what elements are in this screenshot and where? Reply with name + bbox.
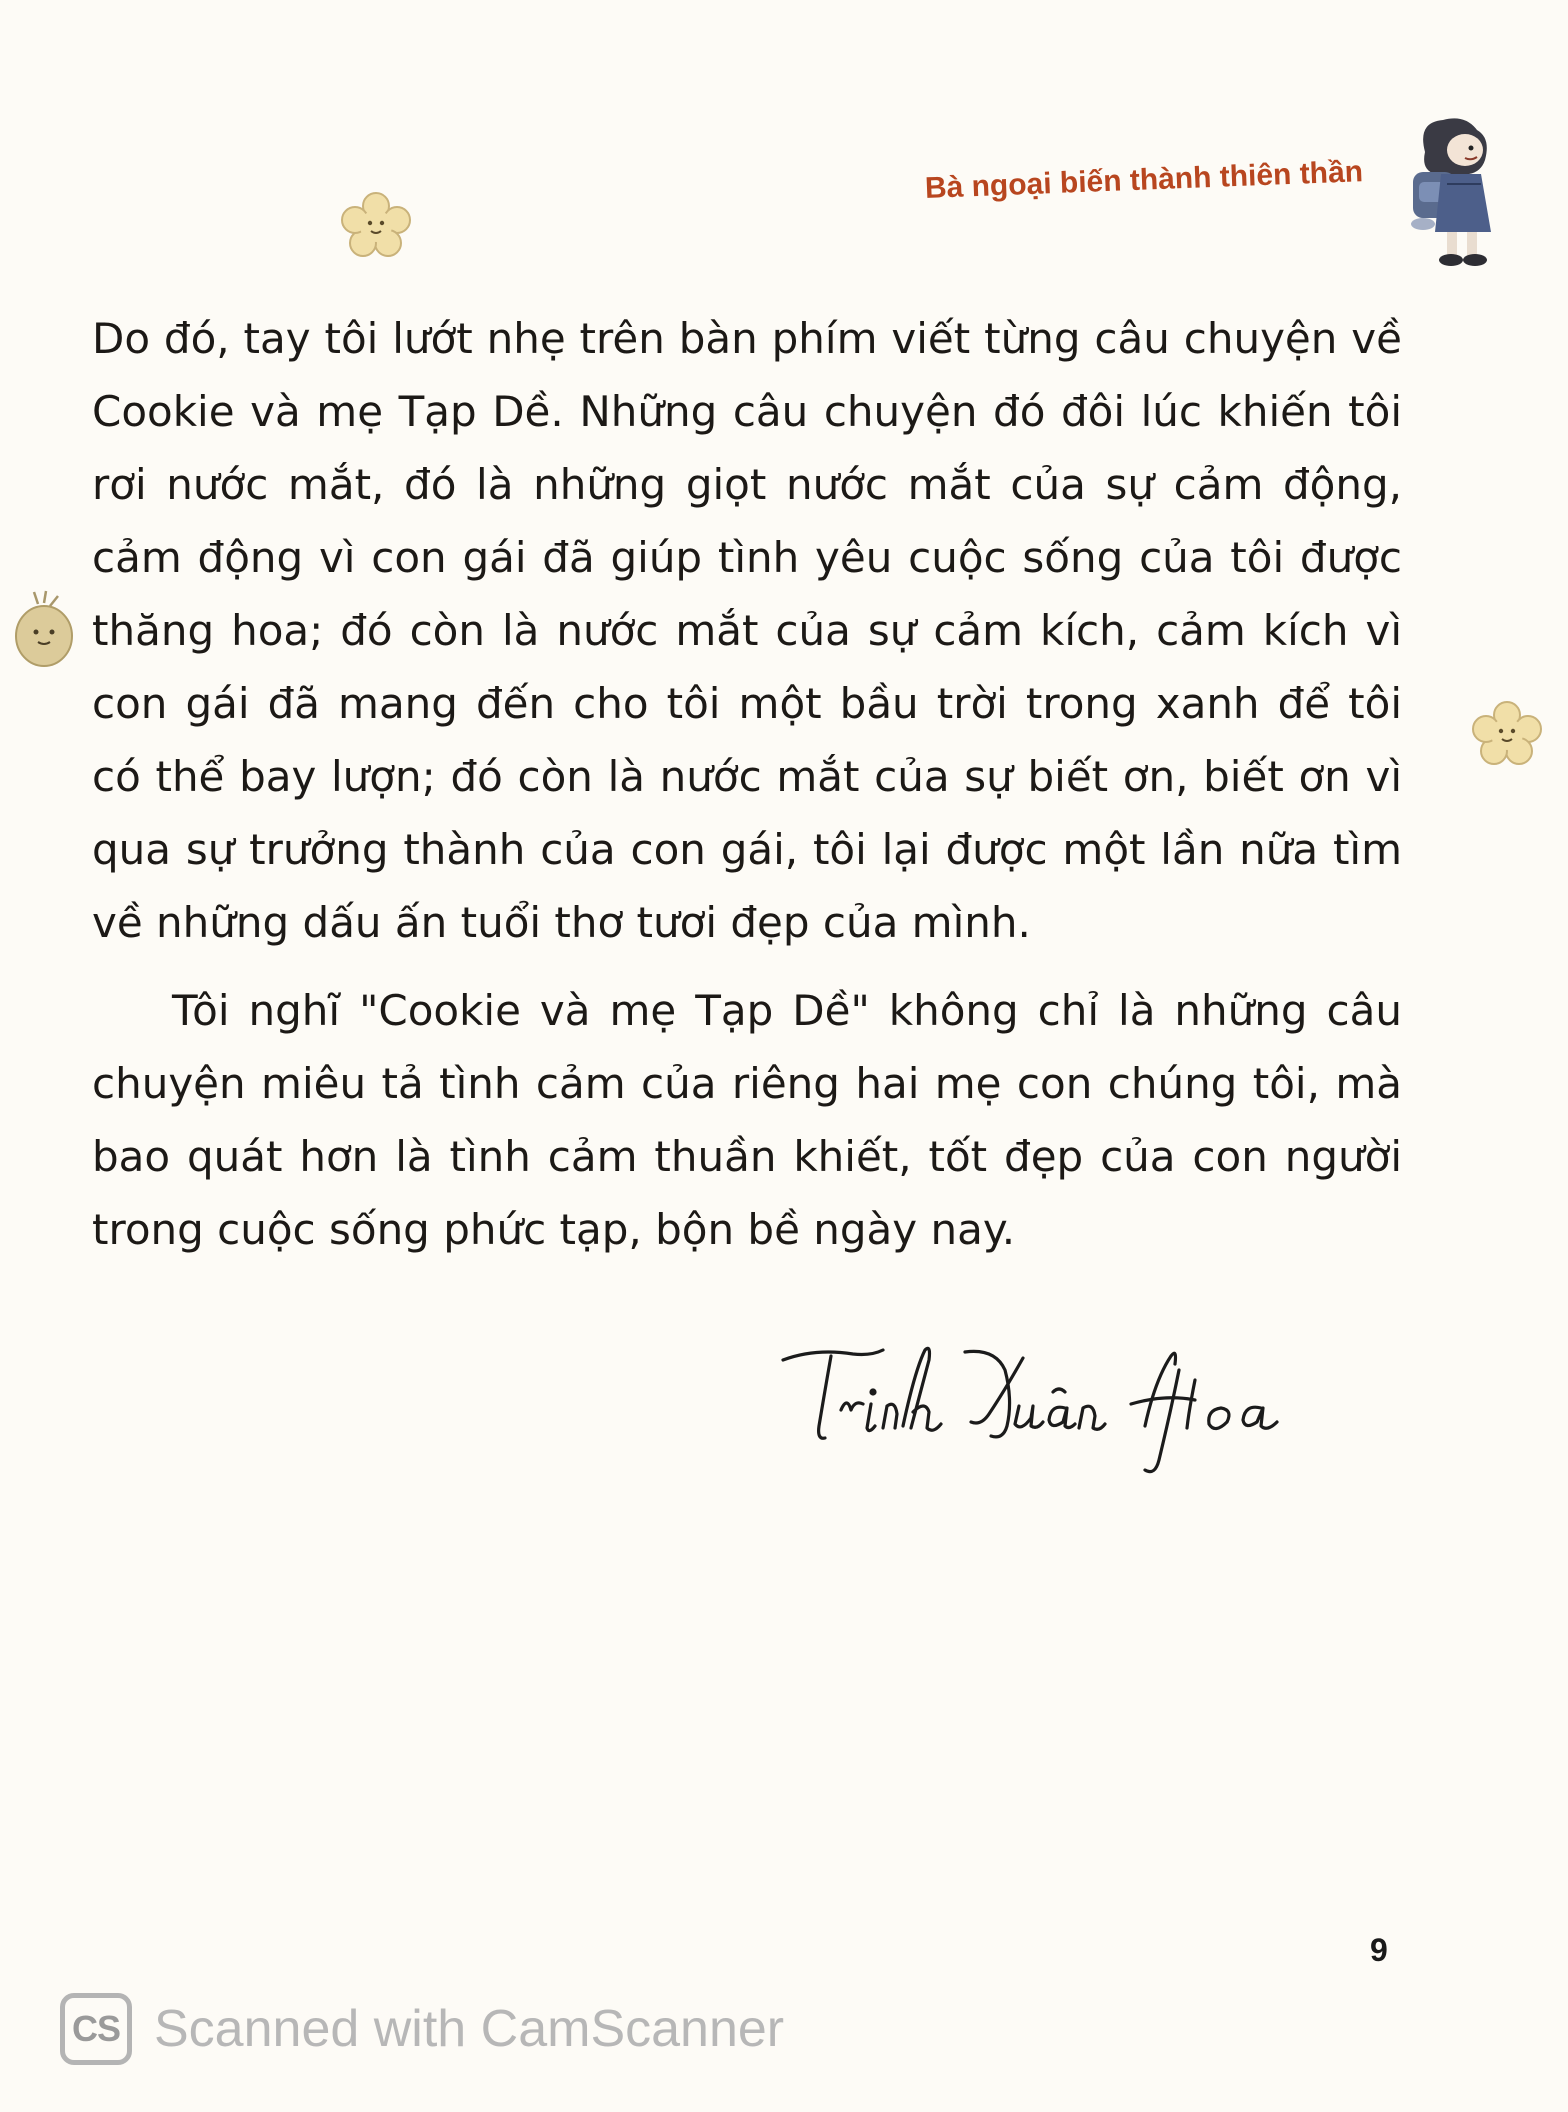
running-header-title: Bà ngoại biến thành thiên thần <box>924 155 1364 205</box>
page-number: 9 <box>1370 1932 1388 1968</box>
camscanner-logo-icon: CS <box>60 1993 132 2065</box>
paragraph: Tôi nghĩ "Cookie và mẹ Tạp Dề" không chỉ là những câu chuyện miêu tả tình cảm của riêng hai mẹ con chúng tôi, mà bao quát hơn là tình cảm thuần khiết, tốt đẹp của con người trong cuộc sống phức tạp, bộn bề ngày nay. <box>92 986 1402 1254</box>
flower-doodle-icon <box>1470 700 1544 766</box>
body-text <box>92 302 1402 1281</box>
girl-with-backpack-illustration <box>1395 112 1515 272</box>
seed-doodle-icon <box>8 590 78 670</box>
signature <box>775 1330 1335 1480</box>
paragraph: Do đó, tay tôi lướt nhẹ trên bàn phím viết từng câu chuyện về Cookie và mẹ Tạp Dề. Những câu chuyện đó đôi lúc khiến tôi rơi nước mắt, đó là những giọt nước mắt của sự cảm động, cảm động vì con gái đã giúp tình yêu cuộc sống của tôi được thăng hoa; đó còn là nước mắt của sự cảm kích, cảm kích vì con gái đã mang đến cho tôi một bầu trời trong xanh để tôi có thể bay lượn; đó còn là nước mắt của sự biết ơn, biết ơn vì qua sự trưởng thành của con gái, tôi lại được một lần nữa tìm về những dấu ấn tuổi thơ tươi đẹp của mình. <box>92 314 1402 947</box>
camscanner-watermark <box>60 1993 784 2065</box>
flower-doodle-icon <box>340 190 412 258</box>
watermark-text: Scanned with CamScanner <box>154 2000 785 2058</box>
